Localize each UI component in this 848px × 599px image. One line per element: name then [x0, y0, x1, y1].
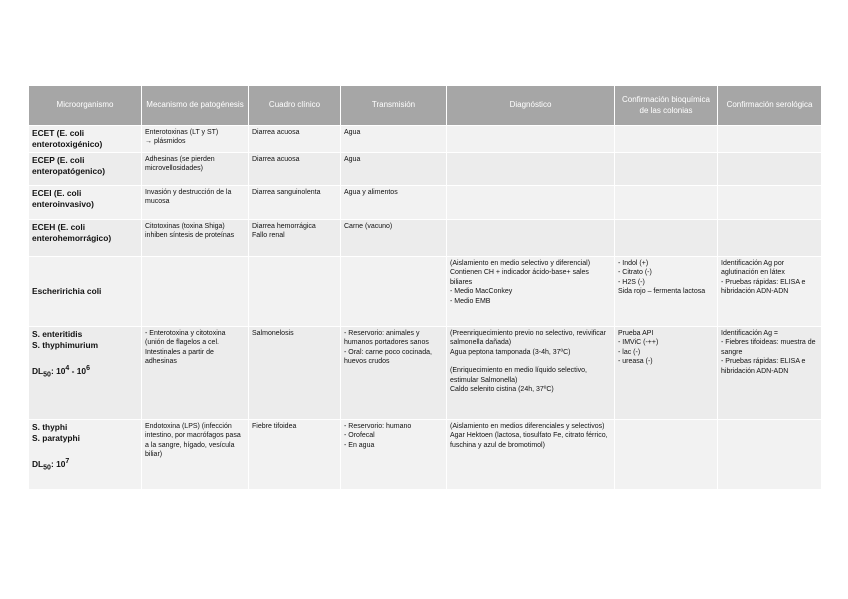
cell-line: Agua peptona tamponada (3-4h, 37ºC): [450, 348, 571, 356]
lethal-dose-value: 10: [56, 458, 66, 469]
cell-line: Carne (vacuno): [344, 223, 393, 230]
cell-mecanismo: [142, 153, 249, 186]
cell-serologica: [718, 257, 822, 327]
cell-line: Diarrea acuosa: [252, 129, 300, 136]
cell-line: Agua: [344, 129, 361, 136]
lethal-dose-sep: :: [50, 365, 57, 376]
cell-line: - lac (-): [618, 348, 641, 356]
cell-line: S. thyphi: [32, 422, 68, 432]
cell-line: Prueba API: [618, 330, 654, 337]
cell-line: - Reservorio: animales y humanos portadores sanos: [344, 330, 429, 347]
cell-line: - Orofecal: [344, 432, 375, 440]
cell-line: - Medio EMB: [450, 297, 491, 305]
cell-mecanismo: [142, 257, 249, 327]
cell-serologica: [718, 126, 822, 153]
cell-line: Fallo renal: [252, 232, 285, 240]
microorganism-table: [28, 85, 822, 490]
cell-line: ECET (E. coli enterotoxigénico): [32, 128, 103, 149]
cell-line: - Reservorio: humano: [344, 423, 412, 430]
col-header-microorganismo: Microorganismo: [29, 86, 142, 126]
line-gap: [450, 357, 611, 366]
lethal-dose-value: 10: [56, 365, 66, 376]
cell-line: (Aislamiento en medio selectivo y diferencial): [450, 260, 591, 267]
cell-microorganismo: [29, 126, 142, 153]
cell-microorganismo: [29, 220, 142, 257]
col-header-serologica: Confirmación serológica: [718, 86, 822, 126]
cell-line: Identificación Ag por aglutinación en látex: [721, 260, 785, 277]
col-header-mecanismo: Mecanismo de patogénesis: [142, 86, 249, 126]
col-header-cuadro: Cuadro clínico: [249, 86, 341, 126]
cell-line: ECEH (E. coli enterohemorrágico): [32, 222, 112, 243]
cell-cuadro-clinico: [249, 153, 341, 186]
cell-mecanismo: [142, 420, 249, 490]
cell-bioquimica: [615, 327, 718, 420]
cell-line: Identificación Ag =: [721, 330, 779, 337]
cell-diagnostico: [447, 327, 615, 420]
cell-diagnostico: [447, 220, 615, 257]
cell-line: - Indol (+): [618, 260, 649, 267]
cell-line: Adhesinas (se pierden microvellosidades): [145, 156, 215, 173]
cell-transmision: [341, 153, 447, 186]
lethal-dose-exp: 4: [65, 365, 70, 372]
col-header-transmision: Transmisión: [341, 86, 447, 126]
cell-line: Endotoxina (LPS) (infección intestino, por macrófagos pasa a la sangre, hígado, vesícula biliar): [145, 423, 241, 459]
cell-line: Sida rojo – fermenta lactosa: [618, 288, 706, 296]
cell-line: S. thyphimurium: [32, 340, 99, 350]
cell-cuadro-clinico: [249, 126, 341, 153]
cell-bioquimica: [615, 186, 718, 220]
cell-cuadro-clinico: [249, 257, 341, 327]
cell-mecanismo: [142, 220, 249, 257]
lethal-dose-sub: 50: [43, 371, 51, 379]
lethal-dose-label: DL: [32, 458, 44, 469]
cell-bioquimica: [615, 126, 718, 153]
cell-line: - Enterotoxina y citotoxina (unión de flagelos a cel.: [145, 330, 226, 347]
table-row: [29, 257, 822, 327]
cell-line: Salmonelosis: [252, 330, 294, 337]
lethal-dose-sep: :: [50, 458, 57, 469]
lethal-dose-sub: 50: [43, 464, 51, 472]
cell-line: ECEP (E. coli enteropatógenico): [32, 155, 106, 176]
cell-diagnostico: [447, 126, 615, 153]
cell-cuadro-clinico: [249, 186, 341, 220]
cell-transmision: [341, 257, 447, 327]
cell-diagnostico: [447, 186, 615, 220]
cell-transmision: [341, 220, 447, 257]
cell-line: Enterotoxinas (LT y ST): [145, 129, 219, 136]
cell-cuadro-clinico: [249, 220, 341, 257]
cell-microorganismo: [29, 186, 142, 220]
col-header-bioquimica: Confirmación bioquímica de las colonias: [615, 86, 718, 126]
cell-bioquimica: [615, 420, 718, 490]
cell-line: Agua: [344, 156, 361, 163]
header-row: [29, 86, 822, 126]
cell-microorganismo: [29, 327, 142, 420]
cell-diagnostico: [447, 153, 615, 186]
cell-line: S. paratyphi: [32, 433, 80, 443]
cell-line: Contienen CH + indicador ácido-base+ sales biliares: [450, 269, 589, 286]
cell-line: Diarrea acuosa: [252, 156, 300, 163]
cell-cuadro-clinico: [249, 420, 341, 490]
cell-line: Fiebre tifoidea: [252, 423, 297, 430]
lethal-dose: [32, 456, 138, 473]
cell-line: - Citrato (-): [618, 269, 652, 277]
cell-serologica: [718, 420, 822, 490]
cell-line: (Preenriquecimiento previo no selectivo, revivificar salmonella dañada): [450, 330, 607, 347]
cell-mecanismo: [142, 126, 249, 153]
cell-line: Agar Hektoen (lactosa, tiosulfato Fe, citrato férrico, fuschina y azul de bromotimol): [450, 432, 608, 449]
lethal-dose-value: 10: [76, 365, 87, 376]
cell-line: - Medio MacConkey: [450, 288, 513, 296]
cell-line: Invasión y destrucción de la mucosa: [145, 189, 232, 206]
cell-bioquimica: [615, 220, 718, 257]
lethal-dose-dash: -: [69, 365, 77, 376]
cell-microorganismo: [29, 420, 142, 490]
cell-line: - IMViC (-++): [618, 339, 659, 347]
cell-serologica: [718, 186, 822, 220]
cell-line: - ureasa (-): [618, 358, 653, 366]
table-row: [29, 153, 822, 186]
cell-cuadro-clinico: [249, 327, 341, 420]
cell-line: (Aislamiento en medios diferenciales y selectivos): [450, 423, 605, 430]
cell-line: Diarrea sanguinolenta: [252, 189, 321, 196]
cell-diagnostico: [447, 257, 615, 327]
table-row: [29, 220, 822, 257]
lethal-dose-label: DL: [32, 365, 44, 376]
table-row: [29, 420, 822, 490]
cell-mecanismo: [142, 327, 249, 420]
table-row: [29, 327, 822, 420]
cell-microorganismo: [29, 257, 142, 327]
cell-transmision: [341, 186, 447, 220]
cell-line: Diarrea hemorrágica: [252, 223, 316, 230]
lethal-dose-exp: 6: [86, 365, 90, 372]
cell-line: - Pruebas rápidas: ELISA e hibridación ADN-ADN: [721, 358, 806, 375]
cell-line: - H2S (-): [618, 278, 645, 286]
cell-line: ECEI (E. coli enteroinvasivo): [32, 188, 94, 209]
lethal-dose: [32, 363, 138, 380]
cell-line: S. enteritidis: [32, 329, 83, 339]
cell-bioquimica: [615, 153, 718, 186]
cell-line: Caldo selenito cistina (24h, 37ºC): [450, 386, 554, 394]
cell-mecanismo: [142, 186, 249, 220]
cell-serologica: [718, 327, 822, 420]
table-row: [29, 186, 822, 220]
cell-line: (Enriquecimiento en medio líquido selectivo, estimular Salmonella): [450, 367, 587, 384]
cell-line: Citotoxinas (toxina Shiga) inhiben síntesis de proteínas: [145, 223, 235, 240]
cell-line: - En agua: [344, 441, 375, 449]
cell-line: - Pruebas rápidas: ELISA e hibridación ADN-ADN: [721, 278, 806, 296]
cell-diagnostico: [447, 420, 615, 490]
cell-transmision: [341, 126, 447, 153]
cell-line: Agua y alimentos: [344, 189, 398, 196]
col-header-diagnostico: Diagnóstico: [447, 86, 615, 126]
cell-serologica: [718, 153, 822, 186]
cell-line: - Oral: carne poco cocinada, huevos crudos: [344, 348, 432, 366]
cell-bioquimica: [615, 257, 718, 327]
cell-transmision: [341, 420, 447, 490]
lethal-dose-exp: 7: [65, 458, 70, 465]
cell-line: - Fiebres tifoideas: muestra de sangre: [721, 339, 816, 356]
cell-serologica: [718, 220, 822, 257]
cell-line: Escheririchia coli: [32, 286, 102, 296]
cell-transmision: [341, 327, 447, 420]
cell-microorganismo: [29, 153, 142, 186]
table-row: [29, 126, 822, 153]
cell-line: Intestinales a partir de adhesinas: [145, 348, 214, 366]
cell-line: → plásmidos: [145, 138, 186, 146]
